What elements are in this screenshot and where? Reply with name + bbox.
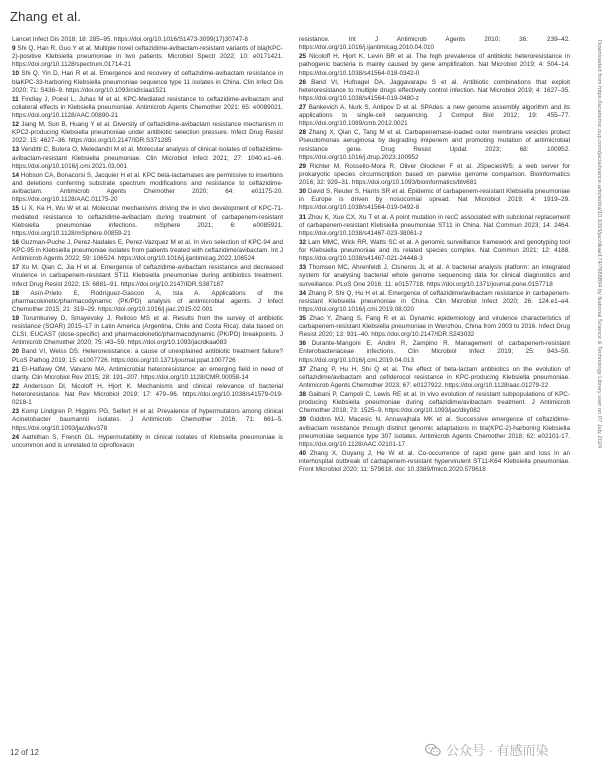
reference-text: Asín-Prieto E, Rodríguez-Gascon A, Isla A. Applications of the pharmacokinetic/pharmacodynamic (PK/PD) analysis of antimicrobial agents. J Infect Chemother 2015; 21: 319–29. https://doi.org/10.1016/j.jiac.2015.02.001: [12, 289, 283, 313]
reference-entry: [12, 172, 283, 205]
reference-text: Richter M, Rossello-Mora R, Oliver Glockner F et al. JSpeciesWS: a web server for prokaryotic species circumscription based on pairwise genome comparison. Bioinformatics 2016; 32: 929–31. https://doi.org/10.1093/bioinformatics/btv681: [299, 162, 571, 187]
reference-number: 10: [12, 70, 20, 78]
reference-number: 23: [12, 408, 20, 416]
reference-text: Nicoloff H, Hjort K, Levin BR et al. The high prevalence of antibiotic heteroresistance in pathogenic bacteria is mainly caused by gene amplification. Nat Microbiol 2019; 4: 504–14. https://doi.org/10.1038/s41564-018-0342-0: [299, 53, 570, 77]
reference-text: Zhang P, Shi Q, Hu H et al. Emergence of ceftazidime/avibactam resistance in carbapenem-resistant Klebsiella pneumoniae in China. Clin Microbiol Infect 2020; 26: 124.e1–e4. https://doi.org/10.1016/j.cmi.2019.08.020: [299, 289, 571, 313]
reference-number: 14: [12, 171, 20, 179]
page-number: 12 of 12: [10, 748, 39, 757]
reference-number: 11: [12, 95, 19, 103]
reference-number: 38: [299, 391, 307, 399]
reference-entry: [12, 121, 283, 145]
reference-entry: [299, 163, 570, 187]
reference-text: Shi Q, Yin D, Han R et al. Emergence and recovery of ceftazidime-avibactam resistance in blaKPC-33-harboring Klebsiella pneumoniae sequence type 11 isolates in China. Clin Infect Dis 2020; 71: S436–9. https://doi.org/10.1093/cid/ciaa1521: [12, 70, 283, 94]
reference-text: Gaibani P, Campoli C, Lewis RE et al. In vivo evolution of resistant subpopulations of KPC-producing Klebsiella pneumoniae during ceftazidime/avibactam treatment. J Antimicrob Chemother 2018; 73: 1525–9. https://doi.org/10.1093/jac/dky082: [299, 391, 571, 415]
references-column-left: [12, 36, 283, 451]
reference-number: 35: [299, 314, 307, 322]
reference-text: El-Halfawy OM, Valvano MA. Antimicrobial heteroresistance: an emerging field in need of clarity. Clin Microbiol Rev 2015; 28: 191–207. https://doi.org/10.1128/CMR.00058-14: [12, 365, 283, 381]
reference-entry: [12, 205, 283, 238]
reference-text: Durante-Mangoni E, Andini R, Zampino R. Management of carbapenem-resistant Enterobacteriaceae infections. Clin Microbiol Infect 2019; 25: 943–50. https://doi.org/10.1016/j.cmi.2019.04.013: [299, 340, 570, 364]
reference-entry: [299, 450, 570, 474]
reference-text: Findlay J, Poirel L, Juhas M et al. KPC-Mediated resistance to ceftazidime-avibactam and collateral effects in Klebsiella pneumoniae. Antimicrob Agents Chemother 2021; 65: e0089021. https://doi.org/10.1128/AAC.00890-21: [12, 95, 283, 120]
watermark: [425, 740, 549, 759]
reference-text: Li X, Ke H, Wu W et al. Molecular mechanisms driving the in vivo development of KPC-71-mediated resistance to ceftazidime-avibactam during treatment of carbapenem-resistant Klebsiella pneumoniae infections. mSphere 2021; 6: e0085921. https://doi.org/10.1128/mSphere.00859-21: [12, 205, 283, 237]
reference-text: Xu M, Qian C, Jia H et al. Emergence of ceftazidime-avibactam resistance and decreased virulence in carbapenem-resistant ST11 Klebsiella pneumoniae during antibiotics treatment. Infect Drug Resist 2022; 15: 6881–91. https://doi.org/10.2147/IDR.S387187: [12, 264, 283, 288]
reference-number: 39: [299, 416, 307, 424]
reference-text: Zhang X, Qian C, Tang M et al. Carbapenemase-loaded outer membrane vesicles protect Pseudomonas aeruginosa by degrading imipenem and promoting mutation of antimicrobial resistance gene. Drug Resist Updat 2023; 68: 100952. https://doi.org/10.1016/j.drup.2023.100952: [299, 129, 570, 161]
reference-entry: [299, 129, 570, 162]
reference-number: 24: [12, 433, 20, 441]
reference-number: 27: [299, 103, 307, 111]
reference-text: Band VI, Weiss DS. Heteroresistance: a cause of unexplained antibiotic treatment failure? PLoS Pathog 2019; 15: e1007726. https://doi.org/10.1371/journal.ppat.1007726: [12, 348, 283, 364]
reference-text: Zhou K, Xue CX, Xu T et al. A point mutation in recC associated with subclonal replacement of carbapenem-resistant Klebsiella pneumoniae ST11 in China. Nat Commun 2023; 14: 2464. https://doi.org/10.1038/s41467-023-38061-z: [299, 213, 570, 237]
running-header: Zhang et al.: [10, 9, 82, 24]
reference-number: 40: [299, 449, 307, 457]
reference-entry: [12, 239, 283, 263]
reference-number: 34: [299, 289, 307, 297]
reference-text: Torumkuney D, Smayevsky J, Relloso MS et al. Results from the survey of antibiotic resistance (SOAR) 2015–17 in Latin America (Argentina, Chile and Costa Rica): data based on CLSI, EUCAST (dose-specific) and pharmacokinetic/pharmacodynamic (PK/PD) breakpoints. J Antimicrob Chemother 2020; 75: i43–59. https://doi.org/10.1093/jac/dkaa083: [12, 314, 283, 347]
reference-entry: [299, 340, 570, 364]
reference-text: Jiang M, Sun B, Huang Y et al. Diversity of ceftazidime-avibactam resistance mechanism in KPC2-producing Klebsiella pneumoniae under antibiotic selection pressure. Infect Drug Resist 2022; 15: 4627–36. https://doi.org/10.2147/IDR.S371285: [12, 121, 283, 145]
reference-entry: [299, 79, 570, 103]
reference-number: 36: [299, 340, 307, 348]
reference-number: 15: [12, 205, 20, 213]
reference-entry: [12, 70, 283, 94]
reference-number: 30: [299, 188, 307, 196]
reference-text: Venditti C, Butera O, Meledandri M et al. Molecular analysis of clinical isolates of ceftazidime-avibactam-resistant Klebsiella pneumoniae. Clin Microbiol Infect 2021; 27: 1040.e1–e6. https://doi.org/10.1016/j.cmi.2021.03.001: [12, 146, 284, 170]
reference-entry: [12, 36, 283, 44]
reference-text: Aathithan S, French GL. Hypermutability in clinical isolates of Klebsiella pneumoniae is uncommon and is unrelated to ciprofloxacin: [12, 433, 283, 449]
reference-entry: [299, 239, 570, 263]
reference-text: Lam MMC, Wick RR, Watts SC et al. A genomic surveillance framework and genotyping tool for Klebsiella pneumoniae and its related species complex. Nat Commun 2021; 12: 4188. https://doi.org/10.1038/s41467-021-24448-3: [299, 238, 571, 263]
reference-number: 25: [299, 53, 307, 61]
reference-entry: [299, 36, 570, 52]
reference-number: 31: [299, 213, 307, 221]
reference-number: 26: [299, 78, 307, 86]
reference-text: Lancet Infect Dis 2018; 18: 285–95. https://doi.org/10.1016/S1473-3099(17)30747-8: [12, 36, 248, 43]
reference-number: 32: [299, 238, 307, 246]
reference-entry: [299, 366, 570, 390]
reference-number: 18: [12, 289, 20, 297]
reference-number: 20: [12, 348, 20, 356]
reference-entry: [12, 96, 283, 120]
reference-entry: [299, 315, 570, 339]
reference-number: 17: [12, 264, 20, 272]
reference-entry: [299, 416, 570, 449]
reference-number: 37: [299, 365, 307, 373]
reference-text: Guzman-Puche J, Perez-Nadales E, Perez-Vazquez M et al. In vivo selection of KPC-94 and KPC-95 in Klebsiella pneumoniae isolates from patients treated with ceftazidime/avibactam. Int J Antimicrob Agents 2022; 59: 106524. https://doi.org/10.1016/j.ijantimicag.2022.106524: [12, 238, 283, 263]
reference-entry: [12, 290, 283, 314]
reference-text: Giddins MJ, Macesic N, Annavajhala MK et al. Successive emergence of ceftazidime-avibactam resistance through distinct genomic adaptations in bla(KPC-2)-harboring Klebsiella pneumoniae sequence type 307 isolates. Antimicrob Agents Chemother 2018; 62: e02101-17. https://doi.org/10.1128/AAC.02101-17: [299, 416, 571, 448]
wechat-icon: [425, 743, 441, 757]
reference-entry: [299, 290, 570, 314]
reference-entry: [299, 391, 570, 415]
reference-entry: [12, 383, 283, 407]
reference-entry: [299, 188, 570, 212]
reference-number: 22: [12, 382, 20, 390]
reference-entry: [12, 264, 283, 288]
reference-entry: [12, 366, 283, 382]
reference-text: Hobson CA, Bonacorsi S, Jacquier H et al. KPC beta-lactamases are permissive to insertions and deletions conferring substrate spectrum modifications and resistance to ceftazidime-avibactam. Antimicrob Agents Chemother 2020; 64: e01175-20. https://doi.org/10.1128/AAC.01175-20: [12, 171, 284, 204]
reference-text: Zhang X, Ouyang J, He W et al. Co-occurrence of rapid gene gain and loss in an interhospital outbreak of carbapenem-resistant hypervirulent ST11-K64 Klebsiella pneumoniae. Front Microbiol 2020; 11: 579618. doi: 10.3389/fmicb.2020.579618: [299, 449, 571, 474]
reference-entry: [12, 408, 283, 432]
reference-entry: [12, 348, 283, 364]
reference-entry: [12, 45, 283, 69]
reference-entry: [12, 434, 283, 450]
reference-entry: [12, 146, 283, 170]
reference-entry: [299, 104, 570, 128]
reference-text: Band VI, Hufnagel DA, Jaggavarapu S et al. Antibiotic combinations that exploit heteroresistance to multiple drugs effectively control infection. Nat Microbiol 2019; 4: 1627–35. https://doi.org/10.1038/s41564-019-0480-z: [299, 78, 570, 102]
reference-text: Shi Q, Han R, Guo Y et al. Multiple novel ceftazidime-avibactam-resistant variants of bla(KPC-2)-positive Klebsiella pneumoniae in two patients. Microbiol Spectr 2022; 10: e0171421. https://doi.org/10.1128/spectrum.01714-21: [12, 45, 283, 69]
reference-text: Thomsen MC, Ahrenfeldt J, Cisneros JL et al. A bacterial analysis platform: an integrated system for analysing bacterial whole genome sequencing data for clinical diagnostics and surveillance. PLoS One 2016; 11: e0157718. https://doi.org/10.1371/journal.pone.0157718: [299, 264, 570, 288]
reference-text: Andersson DI, Nicoloff H, Hjort K. Mechanisms and clinical relevance of bacterial heteroresistance. Nat Rev Microbiol 2019; 17: 479–96. https://doi.org/10.1038/s41579-019-0218-1: [12, 382, 283, 407]
reference-number: 29: [299, 162, 307, 170]
reference-entry: [299, 264, 570, 288]
reference-text: Zhao Y, Zhang S, Fang R et al. Dynamic epidemiology and virulence characteristics of carbapenem-resistant Klebsiella pneumoniae in Wenzhou, China from 2003 to 2016. Infect Drug Resist 2020; 13: 931–40. https://doi.org/10.2147/IDR.S243032: [299, 314, 571, 339]
reference-text: David S, Reuter S, Harris SR et al. Epidemic of carbapenem-resistant Klebsiella pneumoniae in Europe is driven by nosocomial spread. Nat Microbiol 2019; 4: 1919–29. https://doi.org/10.1038/s41564-019-0492-8: [299, 188, 570, 212]
reference-entry: [299, 214, 570, 238]
reference-text: Komp Lindgren P, Higgins PG, Seifert H et al. Prevalence of hypermutators among clinical Acinetobacter baumannii isolates. J Antimicrob Chemother 2016; 71: 661–5. https://doi.org/10.1093/jac/dkv378: [12, 408, 283, 432]
watermark-text: 公众号 · 有感而染: [446, 743, 549, 758]
reference-entry: [12, 315, 283, 348]
reference-text: Zhang P, Hu H, Shi Q et al. The effect of beta-lactam antibiotics on the evolution of ceftazidime/avibactam and cefiderocol resistance in KPC-producing Klebsiella pneumoniae. Antimicrob Agents Chemother 2023; 67: e0127922. https://doi.org/10.1128/aac.01279-22: [299, 365, 570, 389]
reference-number: 12: [12, 121, 20, 129]
reference-number: 13: [12, 146, 20, 154]
reference-number: 33: [299, 264, 307, 272]
reference-number: 28: [299, 129, 307, 137]
reference-number: 16: [12, 238, 20, 246]
reference-text: Bankevich A, Nurk S, Antipov D et al. SPAdes: a new genome assembly algorithm and its applications to single-cell sequencing. J Comput Biol 2012; 19: 455–77. https://doi.org/10.1089/cmb.2012.0021: [299, 103, 571, 128]
download-notice: Downloaded from https://academic.oup.com/jac/advance-article/doi/10.1093/jac/dkae174/7688894 by National Science & Technology Library user on 07 July 2024: [596, 40, 602, 449]
reference-number: 21: [12, 365, 20, 373]
reference-entry: [299, 53, 570, 77]
reference-number: 9: [12, 45, 16, 53]
reference-text: resistance. Int J Antimicrob Agents 2010; 36: 239–42. https://doi.org/10.1016/j.ijantimicag.2010.04.010: [299, 36, 570, 52]
references-column-right: [299, 36, 570, 475]
reference-number: 19: [12, 314, 20, 322]
